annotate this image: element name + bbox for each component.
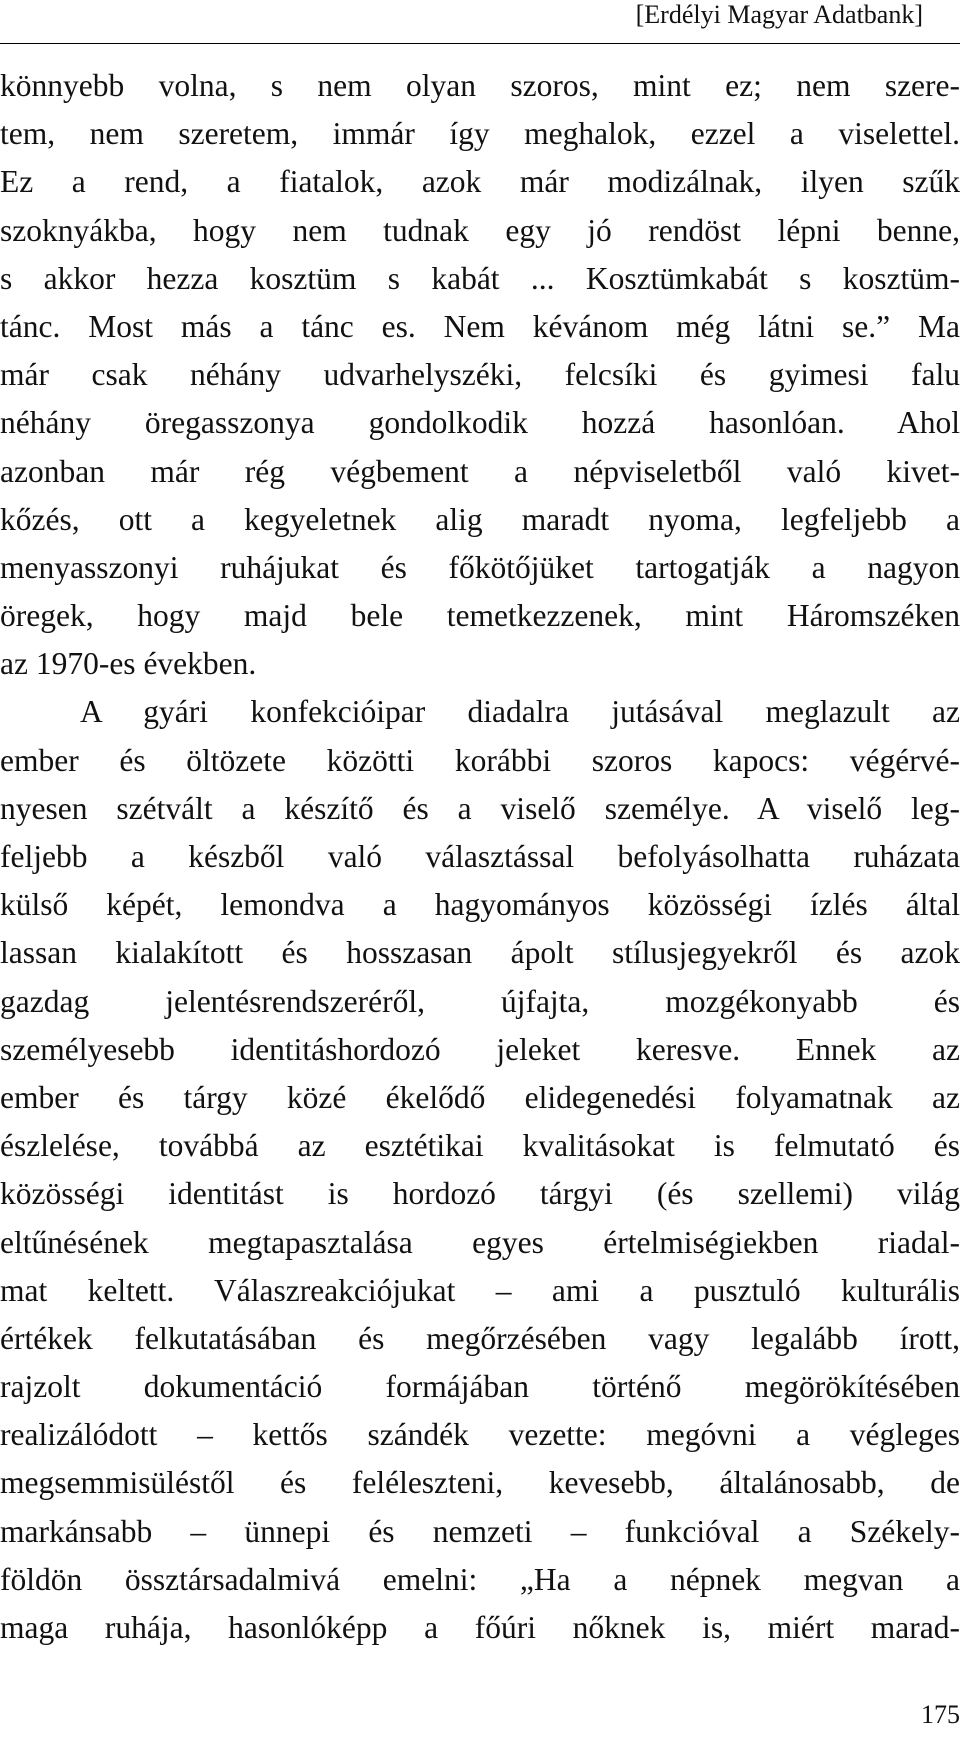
- text-line: feljebb a készből való választással befolyásolhatta ruházata: [0, 839, 960, 874]
- text-line: markánsabb – ünnepi és nemzeti – funkcióval a Székely-: [0, 1513, 960, 1549]
- text-line: realizálódott – kettős szándék vezette: megóvni a végleges: [0, 1417, 960, 1453]
- body-text: [0, 62, 960, 1652]
- header-divider: [0, 43, 960, 44]
- text-line: könnyebb volna, s nem olyan szoros, mint ez; nem szere-: [0, 68, 960, 103]
- text-line: ember és öltözete közötti korábbi szoros kapocs: végérvé-: [0, 742, 960, 778]
- text-line: lassan kialakított és hosszasan ápolt stílusjegyekről és azok: [0, 935, 960, 971]
- text-line: kőzés, ott a kegyeletnek alig maradt nyoma, legfeljebb a: [0, 501, 960, 537]
- text-line: öregek, hogy majd bele temetkezzenek, mint Háromszéken: [0, 598, 960, 634]
- text-line: észlelése, továbbá az esztétikai kvalitásokat is felmutató és: [0, 1128, 960, 1164]
- text-line: eltűnésének megtapasztalása egyes értelmiségiekben riadal-: [0, 1224, 960, 1260]
- text-line: külső képét, lemondva a hagyományos közösségi ízlés által: [0, 887, 960, 923]
- text-line: A gyári konfekcióipar diadalra jutásával meglazult az: [80, 694, 960, 730]
- text-line: gazdag jelentésrendszeréről, újfajta, mozgékonyabb és: [0, 983, 960, 1019]
- text-line: ember és tárgy közé ékelődő elidegenedési folyamatnak az: [0, 1079, 960, 1115]
- page-number: 175: [921, 1700, 960, 1729]
- text-line: közösségi identitást is hordozó tárgyi (és szellemi) világ: [0, 1176, 960, 1212]
- text-line: menyasszonyi ruhájukat és főkötőjüket tartogatják a nagyon: [0, 549, 960, 585]
- text-line: az 1970-es években.: [0, 646, 257, 682]
- text-line: rajzolt dokumentáció formájában történő megörökítésében: [0, 1369, 960, 1405]
- text-line: néhány öregasszonya gondolkodik hozzá hasonlóan. Ahol: [0, 405, 960, 441]
- text-line: tem, nem szeretem, immár így meghalok, ezzel a viselettel.: [0, 116, 960, 152]
- text-line: azonban már rég végbement a népviseletből való kivet-: [0, 453, 960, 489]
- text-line: szoknyákba, hogy nem tudnak egy jó rendöst lépni benne,: [0, 212, 960, 248]
- text-line: már csak néhány udvarhelyszéki, felcsíki és gyimesi falu: [0, 357, 960, 393]
- text-line: megsemmisüléstől és feléleszteni, kevesebb, általánosabb, de: [0, 1465, 960, 1501]
- text-line: tánc. Most más a tánc es. Nem kévánom még látni se.” Ma: [0, 308, 960, 344]
- text-line: értékek felkutatásában és megőrzésében vagy legalább írott,: [0, 1320, 960, 1356]
- text-line: mat keltett. Válaszreakciójukat – ami a pusztuló kulturális: [0, 1272, 960, 1308]
- source-header: [Erdélyi Magyar Adatbank]: [635, 0, 923, 29]
- text-line: nyesen szétvált a készítő és a viselő személye. A viselő leg-: [0, 790, 960, 826]
- text-line: maga ruhája, hasonlóképp a főúri nőknek is, miért marad-: [0, 1610, 960, 1645]
- text-line: személyesebb identitáshordozó jeleket keresve. Ennek az: [0, 1031, 960, 1067]
- text-line: földön össztársadalmivá emelni: „Ha a népnek megvan a: [0, 1561, 960, 1597]
- text-line: s akkor hezza kosztüm s kabát ... Kosztümkabát s kosztüm-: [0, 260, 960, 296]
- text-line: Ez a rend, a fiatalok, azok már modizálnak, ilyen szűk: [0, 164, 960, 200]
